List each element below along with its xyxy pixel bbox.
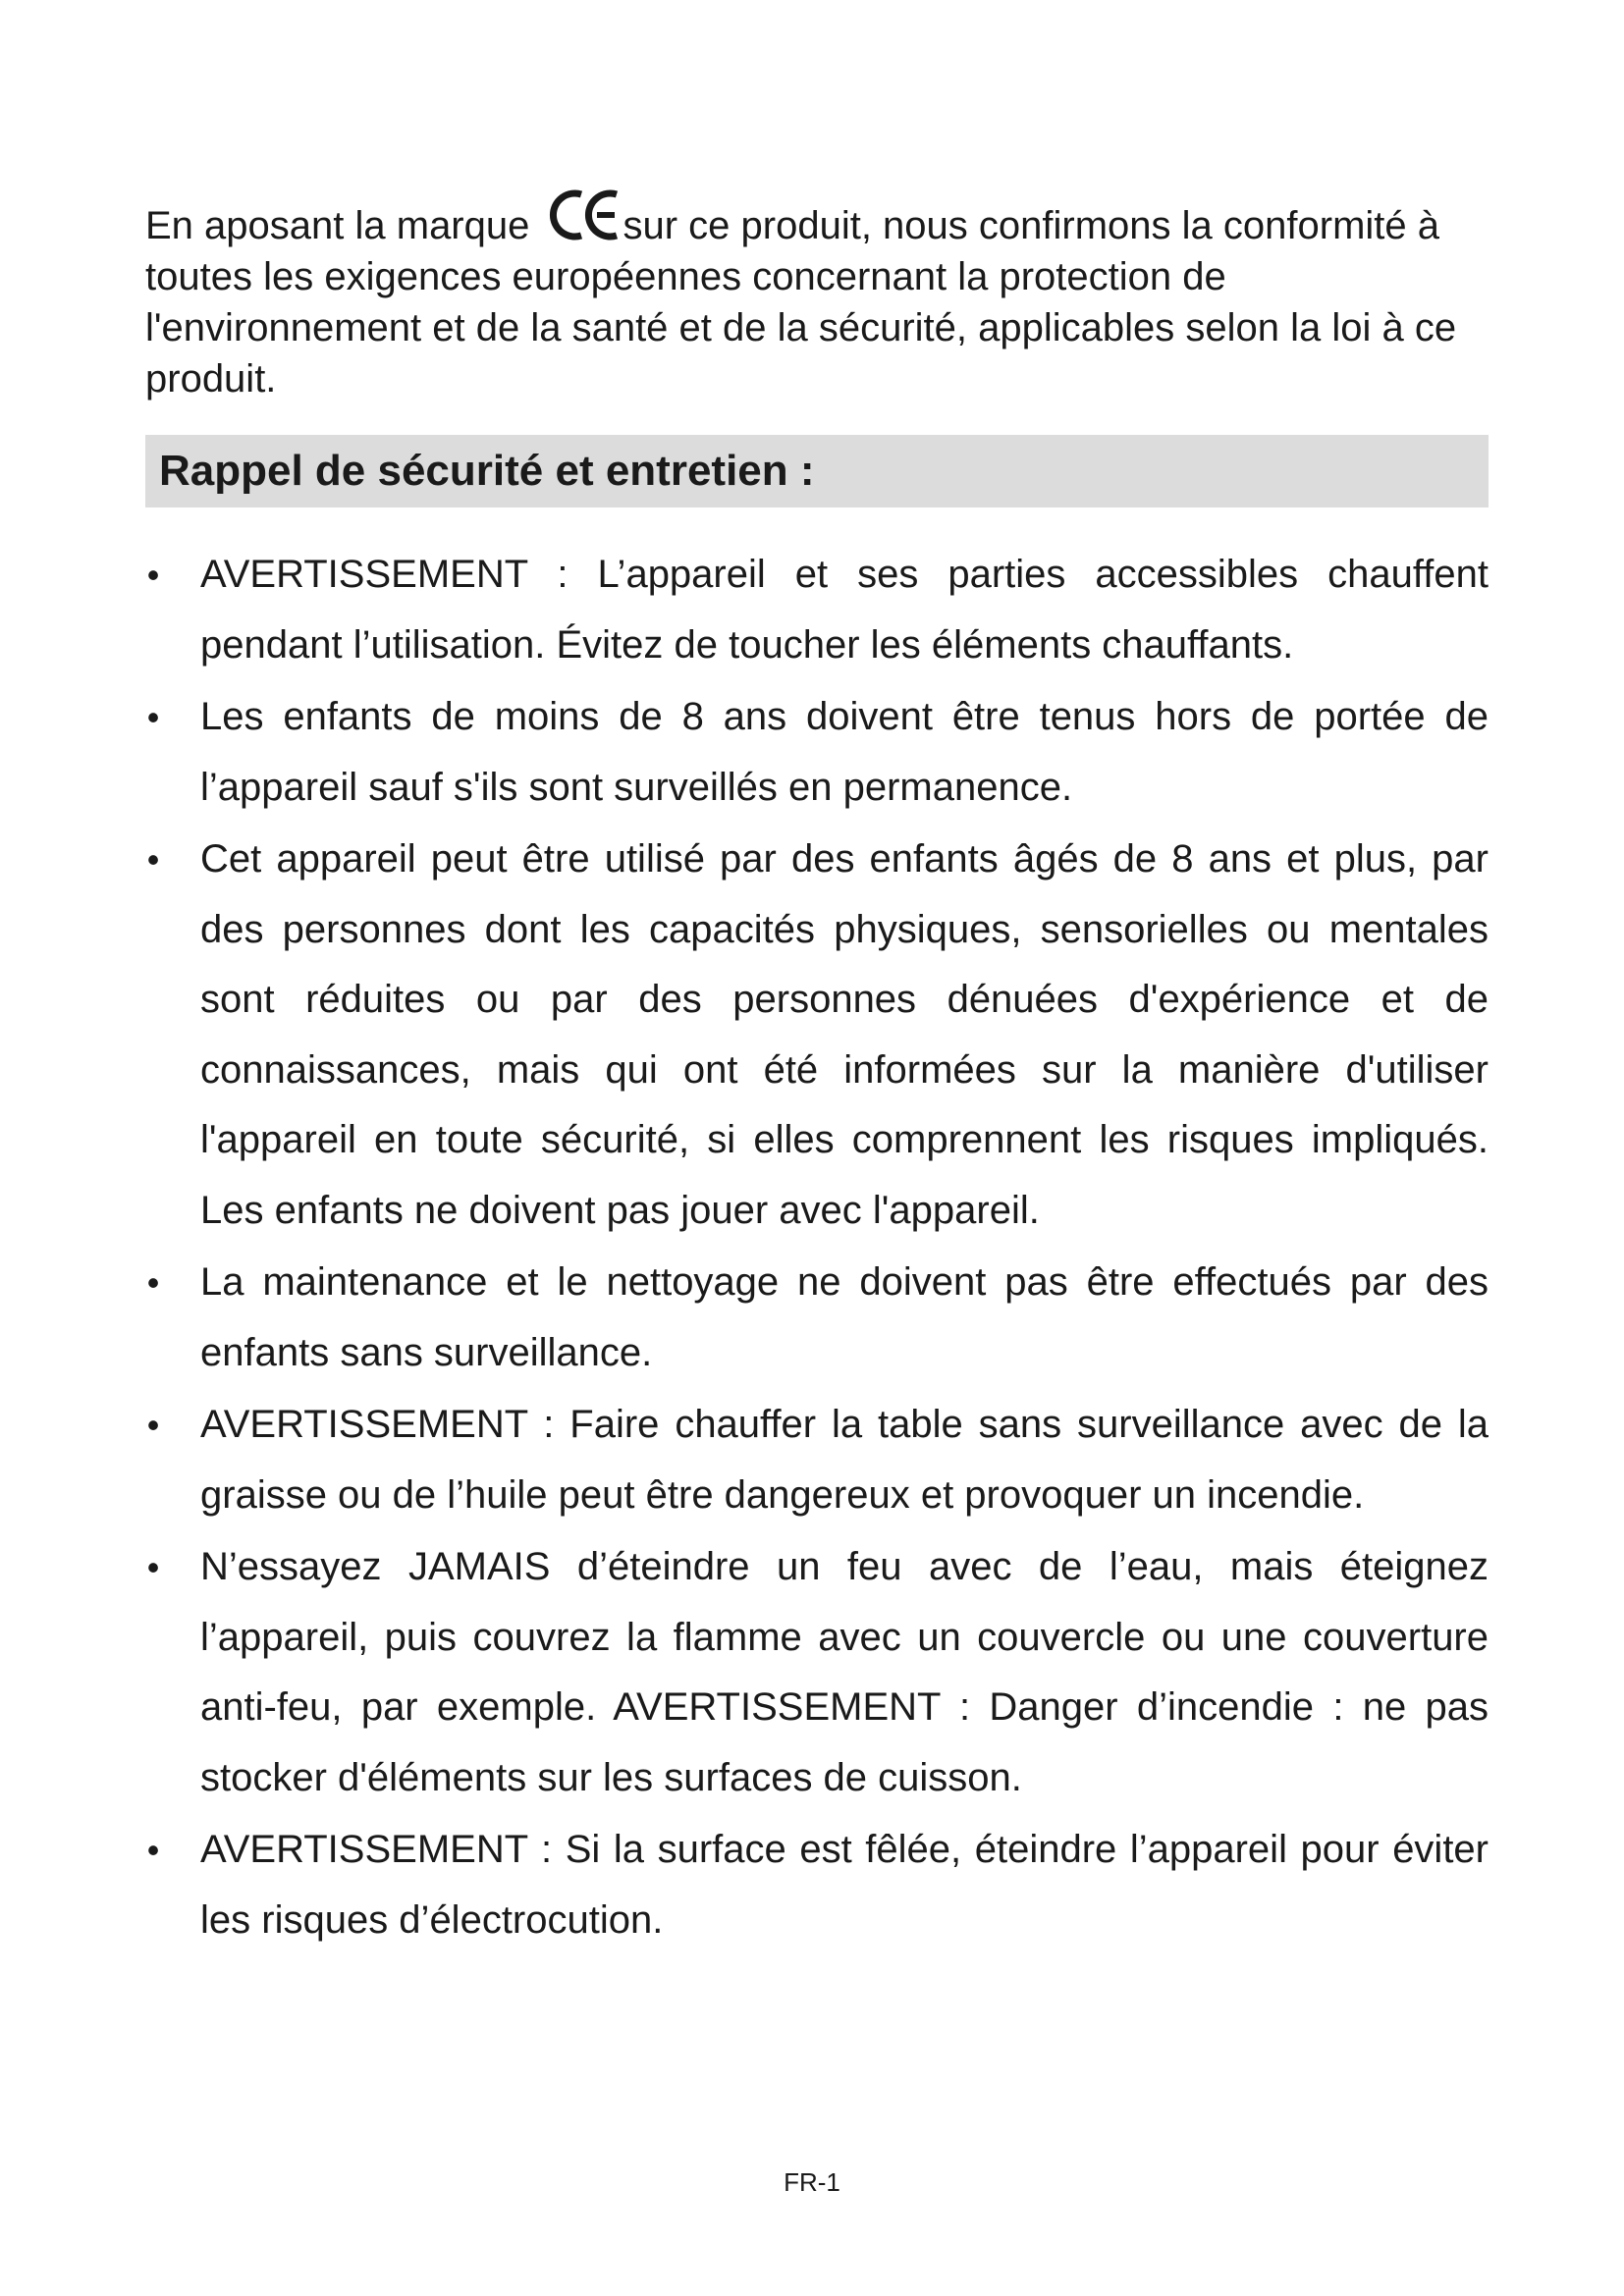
bullet-item — [145, 540, 1489, 680]
bullet-item — [145, 1390, 1489, 1530]
bullet-item — [145, 1815, 1489, 1955]
bullet-dot-icon: • — [146, 1547, 160, 1587]
bullet-text: AVERTISSEMENT : Si la surface est fêlée, éteindre l’appareil pour éviter les risques d’électrocution. — [200, 1828, 1489, 1942]
page-number: FR-1 — [784, 2167, 840, 2197]
bullet-dot-icon: • — [146, 555, 160, 595]
bullet-item — [145, 682, 1489, 823]
bullet-dot-icon: • — [146, 1830, 160, 1870]
bullet-text: Les enfants de moins de 8 ans doivent être tenus hors de portée de l’appareil sauf s'ils sont surveillés en permanence. — [200, 695, 1489, 809]
bullet-dot-icon: • — [146, 697, 160, 737]
bullet-item — [145, 825, 1489, 1246]
bullet-dot-icon: • — [146, 839, 160, 880]
bullet-text: AVERTISSEMENT : L’appareil et ses parties accessibles chauffent pendant l’utilisation. Évitez de toucher les éléments chauffants. — [200, 553, 1489, 667]
bullet-dot-icon: • — [146, 1262, 160, 1303]
bullet-item — [145, 1532, 1489, 1813]
intro-text-after-mark: sur ce produit, nous confirmons la conformité à toutes les exigences européennes concernant la protection de l'environnement et de la santé et de la sécurité, applicables selon la loi à ce produit. — [145, 204, 1457, 400]
section-heading: Rappel de sécurité et entretien : — [145, 435, 1489, 507]
bullet-dot-icon: • — [146, 1405, 160, 1445]
bullet-text: Cet appareil peut être utilisé par des enfants âgés de 8 ans et plus, par des personnes dont les capacités physiques, sensorielles ou mentales sont réduites ou par des personnes dénuées d'expérience et de connaissances, mais qui ont été informées sur la manière d'utiliser l'appareil en toute sécurité, si elles comprennent les risques impliqués. Les enfants ne doivent pas jouer avec l'appareil. — [200, 837, 1489, 1232]
bullet-text: La maintenance et le nettoyage ne doivent pas être effectués par des enfants sans surveillance. — [200, 1260, 1489, 1374]
safety-bullet-list — [145, 540, 1489, 1957]
bullet-text: N’essayez JAMAIS d’éteindre un feu avec de l’eau, mais éteignez l’appareil, puis couvrez la flamme avec un couvercle ou une couverture anti-feu, par exemple. AVERTISSEMENT : Danger d’incendie : ne pas stocker d'éléments sur les surfaces de cuisson. — [200, 1545, 1489, 1799]
ce-conformity-statement — [145, 200, 1500, 404]
bullet-item — [145, 1248, 1489, 1388]
intro-text-before-mark: En aposant la marque — [145, 204, 541, 247]
bullet-text: AVERTISSEMENT : Faire chauffer la table sans surveillance avec de la graisse ou de l’huile peut être dangereux et provoquer un incendie. — [200, 1403, 1489, 1517]
